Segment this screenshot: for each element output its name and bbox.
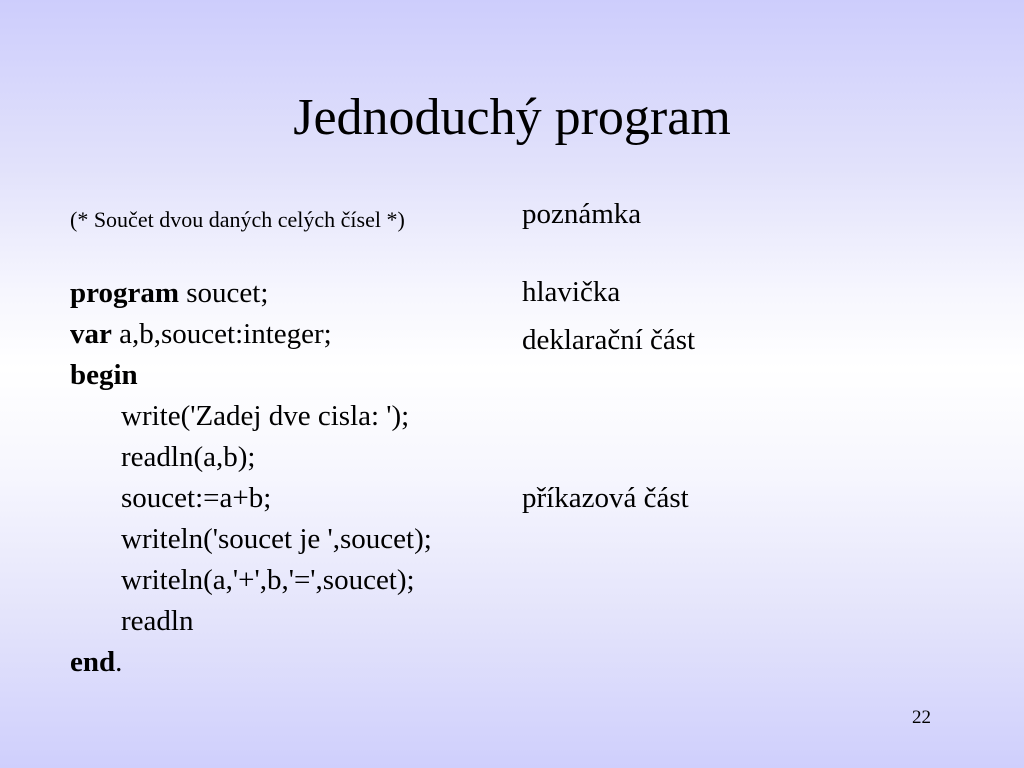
keyword-end: end xyxy=(70,646,116,678)
slide-title: Jednoduchý program xyxy=(293,89,731,146)
code-line-program xyxy=(70,273,432,314)
keyword-var: var xyxy=(70,318,112,350)
keyword-program: program xyxy=(70,277,180,309)
code-line-assignment: soucet:=a+b; xyxy=(121,482,272,514)
code-line-writeln-sum: writeln(a,'+',b,'=',soucet); xyxy=(121,564,415,596)
code-block xyxy=(70,273,432,683)
keyword-begin: begin xyxy=(70,359,138,391)
code-line-write: write('Zadej dve cisla: '); xyxy=(121,400,410,432)
note-declaration: deklarační část xyxy=(522,324,696,356)
code-text: . xyxy=(115,646,123,678)
code-line-writeln-soucet: writeln('soucet je ',soucet); xyxy=(121,523,432,555)
page-number: 22 xyxy=(912,707,931,728)
code-line-begin xyxy=(70,355,432,396)
code-line-end xyxy=(70,642,432,683)
code-text: soucet; xyxy=(179,277,269,309)
code-line-var xyxy=(70,314,432,355)
code-text: a,b,soucet:integer; xyxy=(111,318,332,350)
code-line-readln-ab: readln(a,b); xyxy=(121,441,256,473)
note-header: hlavička xyxy=(522,276,621,308)
note-statement: příkazová část xyxy=(522,482,689,514)
code-line-readln: readln xyxy=(121,605,194,637)
code-comment: (* Součet dvou daných celých čísel *) xyxy=(70,207,405,232)
note-comment: poznámka xyxy=(522,198,642,230)
